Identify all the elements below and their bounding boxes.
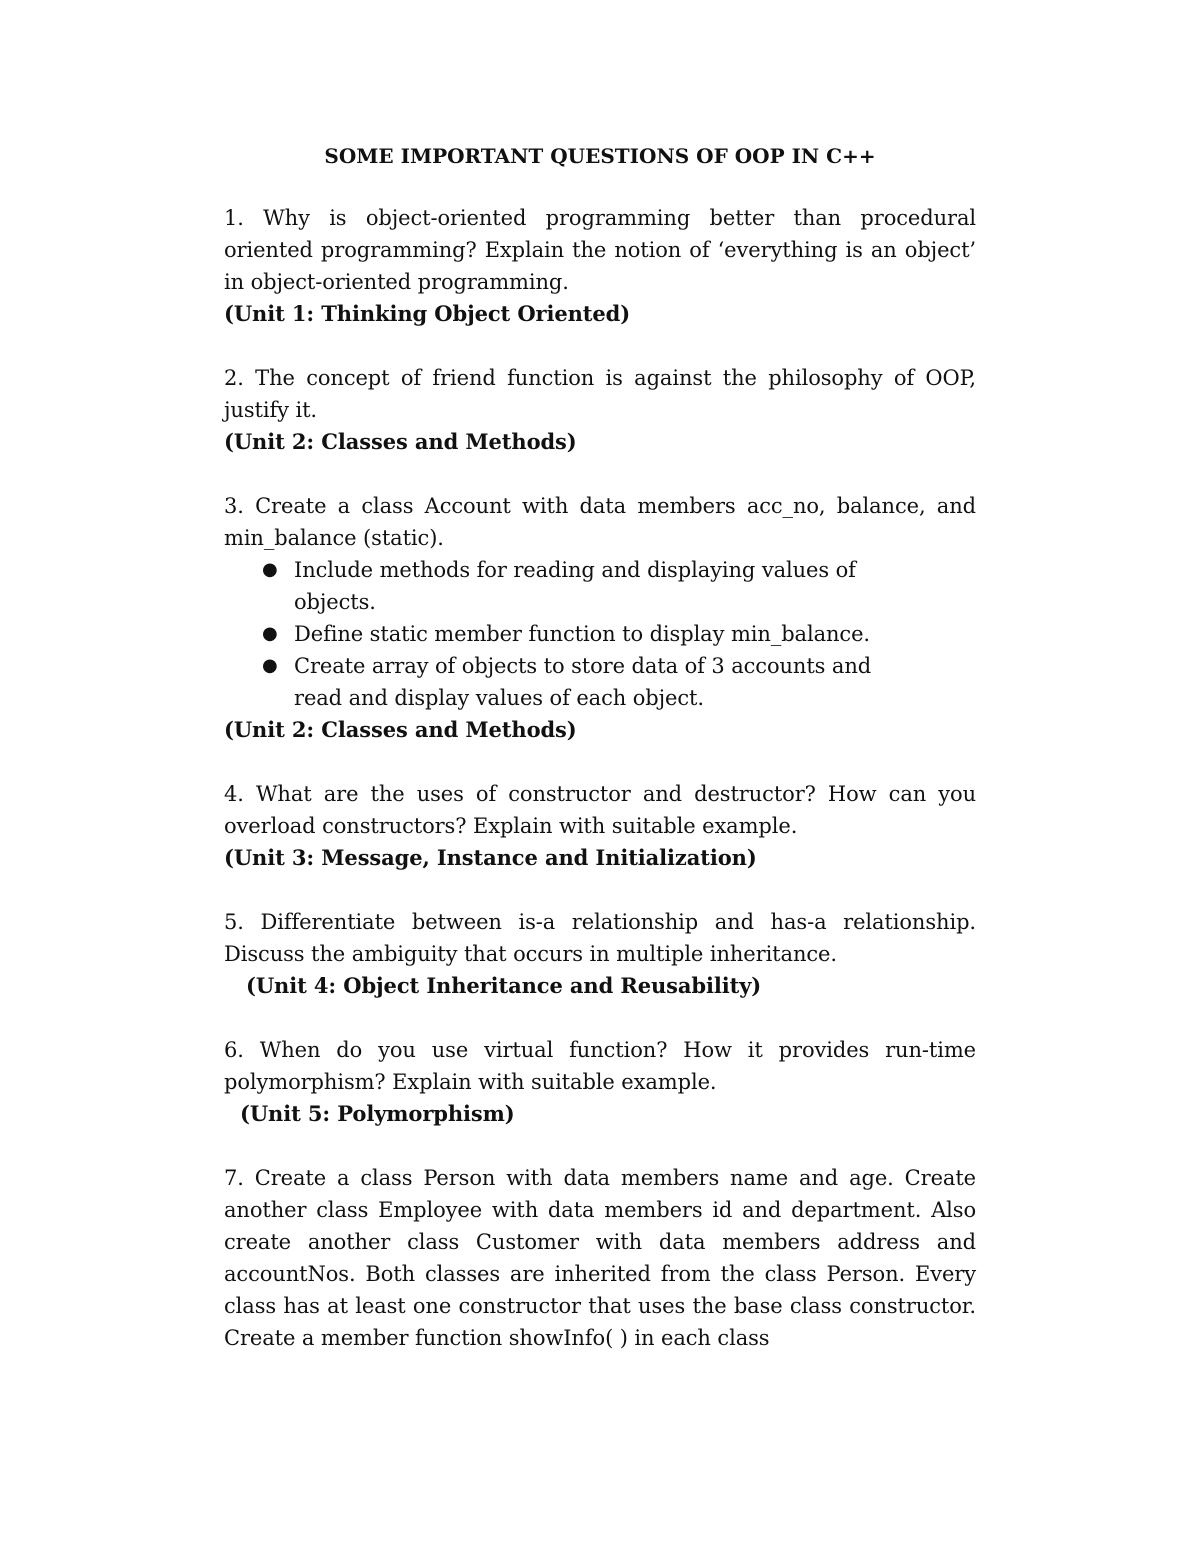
unit-reference: (Unit 3: Message, Instance and Initialization) [224,845,757,870]
question-7 [224,1162,976,1354]
question-2 [224,362,976,458]
bullet-list [224,554,976,714]
question-4 [224,778,976,874]
question-5 [224,906,976,1002]
bullet-text: Create array of objects to store data of 3 accounts and read and display values of each object. [294,654,872,710]
bullet-item [262,554,976,618]
bullet-icon: ● [262,623,278,644]
question-text: 1. Why is object-oriented programming better than procedural oriented programming? Explain the notion of ‘everything is an object’ in object-oriented programming. [224,206,976,294]
bullet-icon: ● [262,559,278,580]
question-3 [224,490,976,746]
question-text: 7. Create a class Person with data members name and age. Create another class Employee with data members id and department. Also create another class Customer with data members address and accountNos. Both classes are inherited from the class Person. Every class has at least one constructor that uses the base class constructor. Create a member function showInfo( ) in each class [224,1166,976,1350]
question-text: 6. When do you use virtual function? How it provides run-time polymorphism? Explain with suitable example. [224,1038,976,1094]
question-text: 4. What are the uses of constructor and destructor? How can you overload constructors? Explain with suitable example. [224,782,976,838]
bullet-icon: ● [262,655,278,676]
question-text: 2. The concept of friend function is against the philosophy of OOP, justify it. [224,366,976,422]
bullet-item [262,618,976,650]
bullet-item [262,650,976,714]
question-6 [224,1034,976,1130]
unit-reference: (Unit 5: Polymorphism) [240,1101,515,1126]
question-1 [224,202,976,330]
bullet-text: Define static member function to display min_balance. [294,622,870,646]
document-title: SOME IMPORTANT QUESTIONS OF OOP IN C++ [324,144,876,168]
question-text: 3. Create a class Account with data members acc_no, balance, and min_balance (static). [224,494,976,550]
unit-reference: (Unit 2: Classes and Methods) [224,717,577,742]
unit-reference: (Unit 2: Classes and Methods) [224,429,577,454]
question-text: 5. Differentiate between is-a relationship and has-a relationship. Discuss the ambiguity that occurs in multiple inheritance. [224,910,976,966]
unit-reference: (Unit 1: Thinking Object Oriented) [224,301,631,326]
unit-reference: (Unit 4: Object Inheritance and Reusability) [246,973,762,998]
bullet-text: Include methods for reading and displaying values of objects. [294,558,856,614]
document-body [224,140,976,1386]
